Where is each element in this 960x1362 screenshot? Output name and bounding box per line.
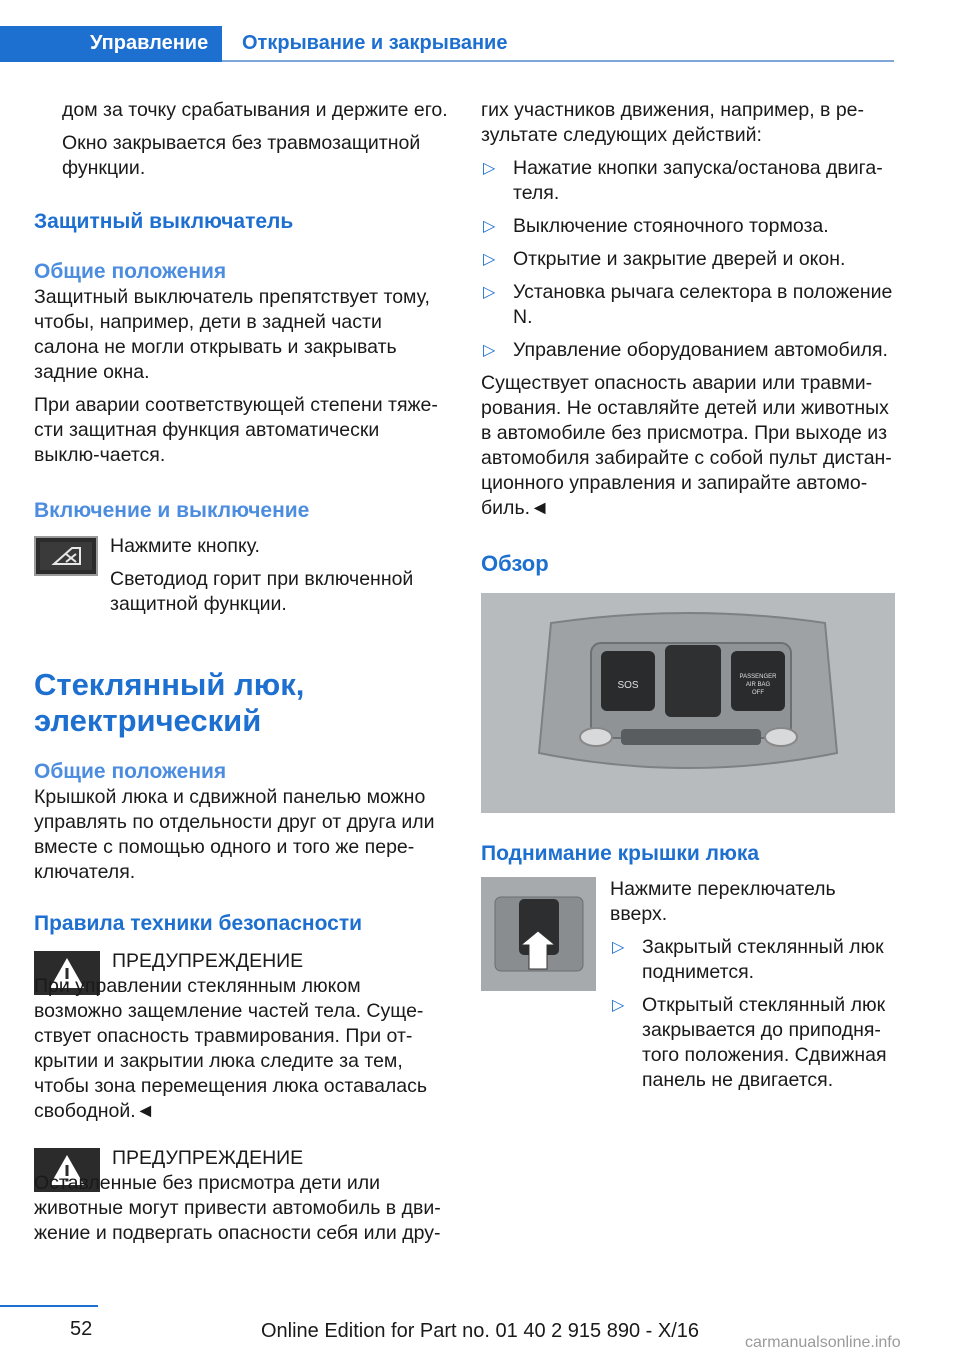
heading-general-1: Общие положения	[34, 260, 227, 283]
safety-switch-button-icon	[34, 536, 98, 576]
paragraph-led: Светодиод горит при включенной защитной функции.	[110, 568, 414, 615]
svg-text:PASSENGER: PASSENGER	[739, 674, 777, 680]
sos-label: SOS	[617, 680, 639, 691]
heading-general-2: Общие положения	[34, 760, 227, 783]
overhead-console-photo	[481, 593, 895, 813]
paragraph-continued-right: гих участников движения, например, в ре-зультате следующих действий:	[481, 99, 865, 146]
list-item: ▷ Нажатие кнопки запуска/останова двига-теля.	[483, 157, 883, 204]
warning-2-title: ПРЕДУПРЕЖДЕНИЕ	[112, 1147, 304, 1169]
heading-lift-roof: Поднимание крышки люка	[481, 842, 760, 865]
bullet-triangle-icon: ▷	[483, 218, 496, 235]
warning-2-text: Оставленные без присмотра дети или животные могут привести автомобиль в дви-жение и подвергать опасности себя или дру-	[34, 1172, 441, 1244]
paragraph-risk: Существует опасность аварии или травми-рования. Не оставляйте детей или животных в автомобиле без присмотра. При выходе из автомобиля забирайте с собой пульт дистан-ционного управления и запирайте автомо-биль.◄	[481, 372, 892, 519]
list-item: ▷ Закрытый стеклянный люк поднимется.	[612, 936, 884, 983]
header-section-tab[interactable]	[0, 26, 222, 62]
svg-text:OFF: OFF	[752, 690, 764, 696]
paragraph-general-2: При аварии соответствующей степени тяже-сти защитная функция автоматически выклю-чается.	[34, 394, 438, 466]
list-item: ▷ Управление оборудованием автомобиля.	[483, 339, 888, 361]
svg-text:AIR BAG: AIR BAG	[745, 682, 771, 688]
lift-list	[610, 935, 896, 1093]
bullet-triangle-icon: ▷	[483, 284, 496, 301]
heading-sunroof: Стеклянный люк, электрический	[34, 667, 305, 738]
header-subsection-label: Открывание и закрывание	[242, 32, 508, 54]
warning-1-text: При управлении стеклянным люком возможно защемление частей тела. Суще-ствует опасность травмирования. При от-крытии и закрытии люка следите за тем, чтобы зона перемещения люка оставалась свободной.◄	[34, 975, 428, 1122]
switch-up-photo	[481, 877, 596, 991]
bullet-triangle-icon: ▷	[612, 997, 625, 1014]
paragraph-general-1: Защитный выключатель препятствует тому, чтобы, например, дети в задней части салона не могли открывать и закрывать задние окна.	[34, 286, 430, 383]
heading-safety-rules: Правила техники безопасности	[34, 912, 363, 935]
list-item: ▷ Выключение стояночного тормоза.	[483, 215, 829, 237]
heading-on-off: Включение и выключение	[34, 499, 310, 522]
left-column	[34, 98, 449, 1246]
bullet-triangle-icon: ▷	[483, 342, 496, 359]
header-section-label: Управление	[90, 32, 209, 54]
list-item: ▷ Открытый стеклянный люк закрывается до приподня-того положения. Сдвижная панель не двигается.	[612, 994, 887, 1091]
paragraph-press-button: Нажмите кнопку.	[110, 535, 260, 557]
paragraph-general-3: Крышкой люка и сдвижной панелью можно управлять по отдельности друг от друга или вместе с помощью одного и того же пере-ключателя.	[34, 786, 435, 883]
bullet-triangle-icon: ▷	[483, 251, 496, 268]
paragraph-continued: дом за точку срабатывания и держите его.	[62, 99, 448, 121]
header-divider	[222, 60, 894, 62]
paragraph-press-switch-up: Нажмите переключатель вверх.	[610, 878, 836, 925]
bullet-triangle-icon: ▷	[612, 939, 625, 956]
page-number: 52	[70, 1318, 93, 1340]
list-item: ▷ Открытие и закрытие дверей и окон.	[483, 248, 846, 270]
list-item: ▷ Установка рычага селектора в положение N.	[483, 281, 893, 328]
warning-1-title: ПРЕДУПРЕЖДЕНИЕ	[112, 950, 304, 972]
right-column	[481, 98, 896, 1101]
paragraph-window-closes: Окно закрывается без травмозащитной функции.	[62, 132, 421, 179]
online-edition: Online Edition for Part no. 01 40 2 915 890 - X/16	[260, 1320, 700, 1342]
watermark: carmanualsonline.info	[745, 1334, 901, 1351]
footer-divider	[0, 1305, 98, 1307]
heading-safety-switch: Защитный выключатель	[34, 210, 294, 233]
actions-list	[481, 156, 896, 363]
bullet-triangle-icon: ▷	[483, 160, 496, 177]
heading-overview: Обзор	[481, 551, 549, 576]
